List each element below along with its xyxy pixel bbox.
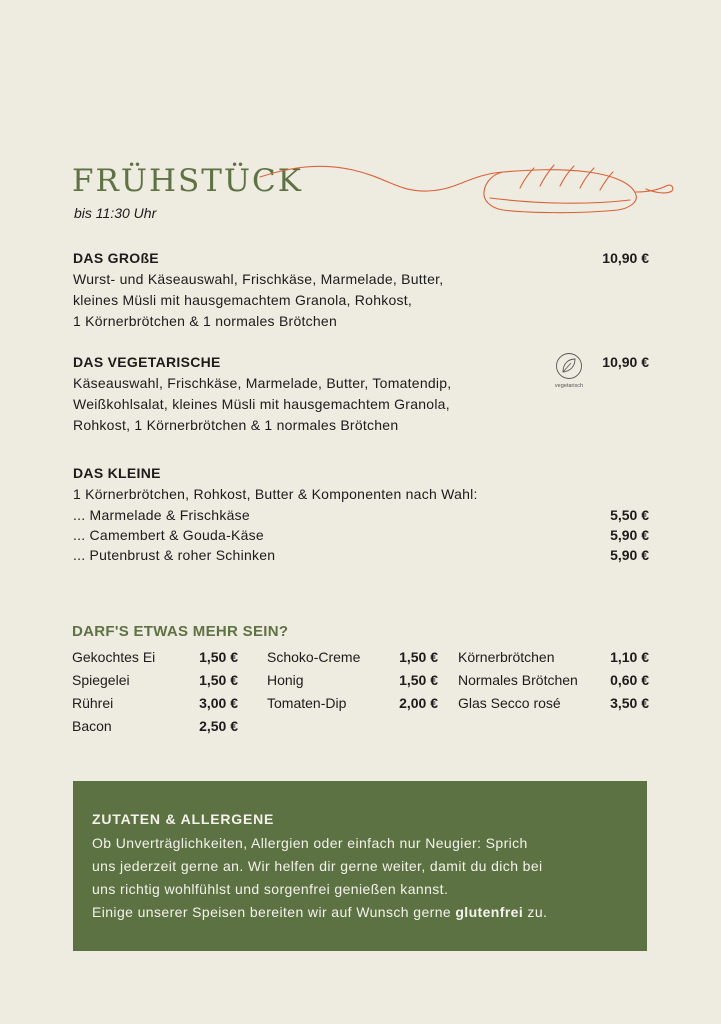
gluten-free-highlight: glutenfrei [455, 904, 524, 920]
bread-loaf-icon [258, 150, 678, 220]
description-line: Käseauswahl, Frischkäse, Marmelade, Butter, Tomatendip, [73, 375, 452, 391]
extra-item-price: 3,50 € [610, 695, 649, 711]
description-line: 1 Körnerbrötchen & 1 normales Brötchen [73, 313, 337, 329]
item-price: 10,90 € [602, 354, 649, 370]
allergen-text-line: Ob Unverträglichkeiten, Allergien oder einfach nur Neugier: Sprich [92, 835, 528, 851]
extra-item-name: Honig [267, 672, 304, 688]
page-subtitle: bis 11:30 Uhr [74, 205, 157, 221]
extra-item-price: 1,50 € [399, 649, 438, 665]
extra-item-name: Spiegelei [72, 672, 130, 688]
allergen-text-line: uns richtig wohlfühlst und sorgenfrei genießen kannst. [92, 881, 449, 897]
extra-item-price: 2,50 € [199, 718, 238, 734]
extra-item-name: Körnerbrötchen [458, 649, 555, 665]
allergen-box-text [92, 832, 637, 924]
item-intro: 1 Körnerbrötchen, Rohkost, Butter & Komponenten nach Wahl: [73, 486, 478, 502]
allergen-text-prefix: Einige unserer Speisen bereiten wir auf Wunsch gerne [92, 904, 456, 920]
vegetarian-badge-label: vegetarisch [554, 383, 584, 389]
option-price: 5,90 € [610, 547, 649, 563]
allergen-text-line: uns jederzeit gerne an. Wir helfen dir gerne weiter, damit du dich bei [92, 858, 543, 874]
extra-item-name: Tomaten-Dip [267, 695, 347, 711]
extra-item-name: Rührei [72, 695, 114, 711]
extra-item-name: Glas Secco rosé [458, 695, 561, 711]
description-line: kleines Müsli mit hausgemachtem Granola, Rohkost, [73, 292, 413, 308]
extra-item-price: 1,10 € [610, 649, 649, 665]
allergen-info-box [73, 781, 647, 951]
description-line: Wurst- und Käseauswahl, Frischkäse, Marmelade, Butter, [73, 271, 444, 287]
extra-item-price: 1,50 € [399, 672, 438, 688]
extra-item-name: Schoko-Creme [267, 649, 361, 665]
description-line: Rohkost, 1 Körnerbrötchen & 1 normales Brötchen [73, 417, 399, 433]
item-name: DAS VEGETARISCHE [73, 354, 221, 370]
page-title: FRÜHSTÜCK [72, 163, 303, 199]
allergen-text-line [92, 901, 637, 924]
item-name: DAS GROßE [73, 250, 159, 266]
option-label: ... Marmelade & Frischkäse [73, 507, 250, 523]
extra-item-name: Gekochtes Ei [72, 649, 156, 665]
extra-item-price: 1,50 € [199, 649, 238, 665]
allergen-box-title: ZUTATEN & ALLERGENE [92, 811, 275, 827]
extras-title: DARF'S ETWAS MEHR SEIN? [72, 623, 289, 640]
item-description [73, 269, 443, 332]
option-price: 5,50 € [610, 507, 649, 523]
extra-item-name: Normales Brötchen [458, 672, 578, 688]
allergen-text-suffix: zu. [523, 904, 548, 920]
extra-item-price: 2,00 € [399, 695, 438, 711]
extra-item-price: 0,60 € [610, 672, 649, 688]
vegetarian-leaf-icon [553, 351, 587, 391]
item-description [73, 373, 451, 436]
extra-item-price: 1,50 € [199, 672, 238, 688]
extra-item-price: 3,00 € [199, 695, 238, 711]
option-label: ... Camembert & Gouda-Käse [73, 527, 264, 543]
option-price: 5,90 € [610, 527, 649, 543]
description-line: Weißkohlsalat, kleines Müsli mit hausgemachtem Granola, [73, 396, 450, 412]
item-name: DAS KLEINE [73, 465, 161, 481]
option-label: ... Putenbrust & roher Schinken [73, 547, 276, 563]
extra-item-name: Bacon [72, 718, 112, 734]
item-price: 10,90 € [602, 250, 649, 266]
